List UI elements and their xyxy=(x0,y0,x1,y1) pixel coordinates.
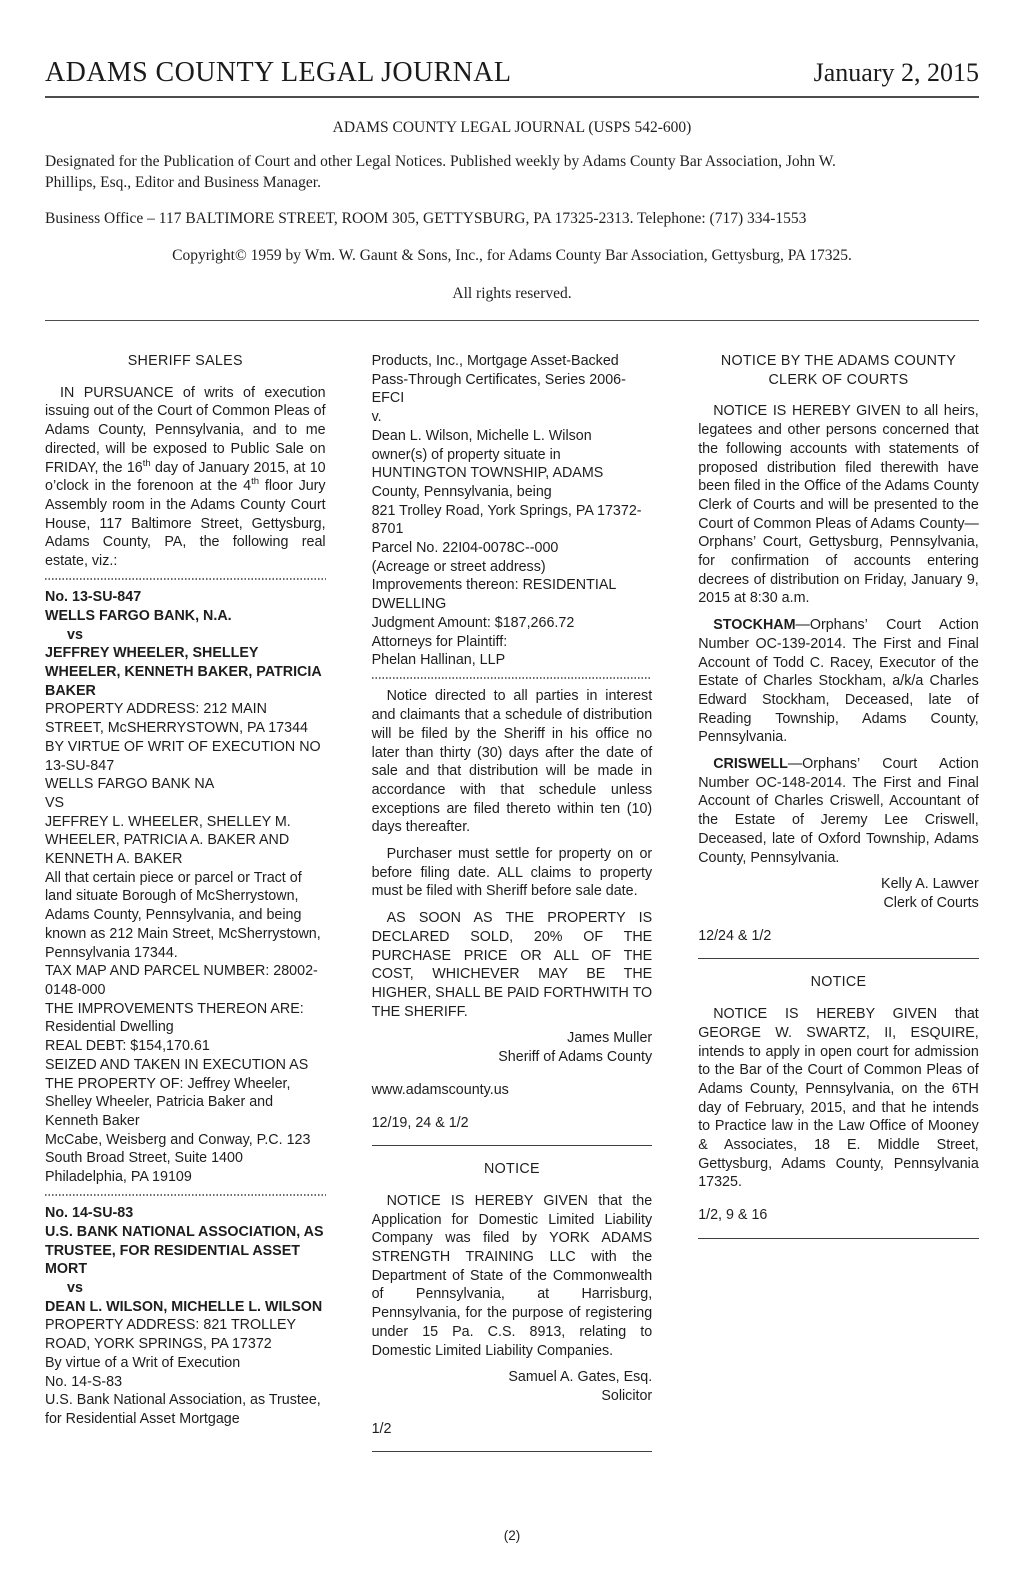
sheriff-sales-heading: SHERIFF SALES xyxy=(127,353,243,369)
county-website-text: www.adamscounty.us xyxy=(371,1081,509,1098)
text-line: Parcel No. 22I04-0078C--000 xyxy=(371,540,559,557)
llc-notice-body: NOTICE IS HEREBY GIVEN that the Application for Domestic Limited Liability Company was filed by YORK ADAMS STRENGTH TRAINING LLC with the Department of State of the Commonwealth of Pennsylvania, at Harrisburg, Pennsylvania, for the purpose of registering under 15 Pa. C.S. 8913, relating to Domestic Limited Liability Companies. xyxy=(371,1192,653,1359)
page-number: (2) xyxy=(503,1528,521,1543)
masthead-copyright-line: Copyright© 1959 by Wm. W. Gaunt & Sons, Inc., for Adams County Bar Association, Gettysburg, PA 17325. xyxy=(172,247,852,264)
dotted-separator xyxy=(372,677,653,680)
signature-name: James Muller xyxy=(567,1030,653,1047)
case-defendants: DEAN L. WILSON, MICHELLE L. WILSON xyxy=(45,1298,323,1315)
column-2 xyxy=(372,352,653,1466)
run-dates: 12/19, 24 & 1/2 xyxy=(371,1114,469,1131)
page-header xyxy=(0,0,1024,89)
section-rule xyxy=(372,1451,653,1452)
text-line: VS xyxy=(45,794,65,811)
case-vs-label: vs xyxy=(67,626,83,643)
case-vs-label: vs xyxy=(67,1280,83,1297)
signature-title: Sheriff of Adams County xyxy=(498,1049,653,1066)
distribution-schedule-paragraph: Notice directed to all parties in interest and claimants that a schedule of distribution will be filed by the Sheriff in his office no later than thirty (30) days after the date of sale and that distribution will be made in accordance with that schedule unless exceptions are filed thereto within ten (10) days thereafter. xyxy=(371,688,653,836)
section-rule xyxy=(372,1145,653,1146)
masthead xyxy=(0,98,1024,304)
sheriff-signature-block xyxy=(372,1029,653,1066)
column-1 xyxy=(45,352,326,1466)
text-line: Attorneys for Plaintiff: xyxy=(371,633,508,650)
text-line: No. 14-S-83 xyxy=(45,1373,123,1390)
account-text: —Orphans’ Court Action Number OC-139-2014. The First and Final Account of Todd C. Racey, Executor of the Estate of Charles Stockham, a/k/a Charles Edward Stockham, Deceased, late of Reading Township, Adams County, Pennsylvania. xyxy=(698,617,979,746)
masthead-business-line: Business Office – 117 BALTIMORE STREET, ROOM 305, GETTYSBURG, PA 17325-2313. Telephone: (717) 334-1553 xyxy=(45,210,807,227)
masthead-usps-line: ADAMS COUNTY LEGAL JOURNAL (USPS 542-600) xyxy=(332,119,692,136)
purchaser-settle-paragraph: Purchaser must settle for property on or before filing date. ALL claims to property must be filed with Sheriff before sale date. xyxy=(371,846,653,900)
text-line: Phelan Hallinan, LLP xyxy=(371,652,506,669)
text-line: By virtue of a Writ of Execution xyxy=(45,1354,241,1371)
clerk-notice-body: NOTICE IS HEREBY GIVEN to all heirs, legatees and other persons concerned that the following accounts with statements of proposed distribution filed therewith have been filed in the Office of the Adams County Clerk of Courts and will be presented to the Court of Common Pleas of Adams County—Orphans’ Court, Gettysburg, Pennsylvania, for confirmation of accounts entering decrees of distribution on Friday, January 9, 2015 at 8:30 a.m. xyxy=(698,403,979,607)
solicitor-signature-block xyxy=(372,1368,653,1405)
bar-admission-body: NOTICE IS HEREBY GIVEN that GEORGE W. SWARTZ, II, ESQUIRE, intends to apply in open court for admission to the Bar of the Court of Common Pleas of Adams County, Pennsylvania, on the 6TH day of February, 2015, and that he intends to Practice law in the Law Office of Mooney & Associates, 18 E. Middle Street, Gettysburg, Adams County, Pennsylvania 17325. xyxy=(698,1006,979,1191)
account-criswell xyxy=(698,755,979,867)
case-detail-lines xyxy=(45,1316,326,1428)
account-text: —Orphans’ Court Action Number OC-148-2014. The First and Final Account of Charles Criswell, Accountant of the Estate of Jeremy Lee Criswell, Deceased, late of Oxford Township, Adams County, Pennsylvania. xyxy=(698,756,979,866)
llc-notice-heading: NOTICE xyxy=(483,1161,540,1178)
section-rule xyxy=(698,958,979,959)
text-line: v. xyxy=(371,409,382,426)
masthead-rights-line: All rights reserved. xyxy=(452,285,572,302)
text-line: Products, Inc., Mortgage Asset-Backed Pass-Through Certificates, Series 2006-EFCI xyxy=(371,353,626,407)
text-line: 821 Trolley Road, York Springs, PA 17372-8701 xyxy=(371,502,642,538)
run-dates: 1/2 xyxy=(371,1420,392,1437)
bar-admission-heading: NOTICE xyxy=(810,974,867,991)
case-plaintiff: WELLS FARGO BANK, N.A. xyxy=(45,607,232,624)
text-line: THE IMPROVEMENTS THEREON ARE: Residential Dwelling xyxy=(45,1000,304,1036)
case-detail-lines xyxy=(45,700,326,1186)
case-plaintiff: U.S. BANK NATIONAL ASSOCIATION, AS TRUSTEE, FOR RESIDENTIAL ASSET MORT xyxy=(45,1223,324,1278)
sale-case-14-su-83 xyxy=(45,1204,326,1428)
text-line: PROPERTY ADDRESS: 212 MAIN STREET, McSHERRYSTOWN, PA 17344 xyxy=(45,701,308,737)
case-number: No. 13-SU-847 xyxy=(45,589,142,606)
section-rule xyxy=(698,1238,979,1239)
case-14-su-83-continued-lines xyxy=(372,352,653,670)
text-line: Improvements thereon: RESIDENTIAL DWELLING xyxy=(371,577,616,613)
run-dates: 1/2, 9 & 16 xyxy=(698,1207,768,1224)
account-name: CRISWELL xyxy=(713,756,788,773)
ordinal-superscript: th xyxy=(251,476,260,488)
text-line: SEIZED AND TAKEN IN EXECUTION AS THE PROPERTY OF: Jeffrey Wheeler, Shelley Wheeler, Patricia Baker and Kenneth Baker xyxy=(45,1056,309,1129)
dotted-separator xyxy=(45,1194,326,1197)
text-line: McCabe, Weisberg and Conway, P.C. 123 South Broad Street, Suite 1400 Philadelphia, PA 19109 xyxy=(45,1131,311,1186)
text-line: Judgment Amount: $187,266.72 xyxy=(371,614,575,631)
text-line: TAX MAP AND PARCEL NUMBER: 28002-0148-000 xyxy=(45,963,318,998)
signature-title: Clerk of Courts xyxy=(883,894,979,911)
dotted-separator xyxy=(45,578,326,581)
case-defendants: JEFFREY WHEELER, SHELLEY WHEELER, KENNETH BAKER, PATRICIA BAKER xyxy=(45,645,322,699)
signature-name: Kelly A. Lawver xyxy=(881,876,979,893)
text-line: JEFFREY L. WHEELER, SHELLEY M. WHEELER, PATRICIA A. BAKER AND KENNETH A. BAKER xyxy=(45,813,291,868)
text-line: (Acreage or street address) xyxy=(371,558,546,575)
text-line: U.S. Bank National Association, as Trustee, for Residential Asset Mortgage xyxy=(45,1392,321,1427)
sale-case-13-su-847 xyxy=(45,588,326,1187)
intro-text-part: IN PURSUANCE of writs of execution issuing out of the Court of Common Pleas of Adams County, Pennsylvania, and to me directed, will be exposed to Public Sale on FRIDAY, the 16 xyxy=(45,384,326,476)
journal-title: ADAMS COUNTY LEGAL JOURNAL xyxy=(45,57,512,88)
text-line: PROPERTY ADDRESS: 821 TROLLEY ROAD, YORK SPRINGS, PA 17372 xyxy=(45,1317,296,1353)
text-line: WELLS FARGO BANK NA xyxy=(45,776,215,793)
sheriff-sales-intro xyxy=(45,384,326,571)
clerk-signature-block xyxy=(698,875,979,912)
intro-text-part: day of January 2015, at 10 o’clock in the forenoon at the 4 xyxy=(45,459,326,495)
run-dates: 12/24 & 1/2 xyxy=(698,927,772,944)
text-line: REAL DEBT: $154,170.61 xyxy=(45,1038,210,1055)
text-line: HUNTINGTON TOWNSHIP, ADAMS County, Pennsylvania, being xyxy=(371,465,604,500)
clerk-notice-heading: NOTICE BY THE ADAMS COUNTY CLERK OF COURTS xyxy=(720,353,957,388)
page-footer xyxy=(0,1528,1024,1543)
account-name: STOCKHAM xyxy=(713,617,796,634)
notice-columns xyxy=(0,321,1024,1466)
intro-text-part: floor Jury Assembly room in the Adams County Court House, 117 Baltimore Street, Gettysburg, Adams County, PA, the following real estate, viz.: xyxy=(45,478,326,570)
masthead-designated-line: Designated for the Publication of Court and other Legal Notices. Published weekly by Adams County Bar Association, John W. Phillips, Esq., Editor and Business Manager. xyxy=(45,153,836,191)
account-stockham xyxy=(698,616,979,747)
text-line: owner(s) of property situate in xyxy=(371,446,561,463)
ordinal-superscript: th xyxy=(142,457,151,469)
text-line: BY VIRTUE OF WRIT OF EXECUTION NO 13-SU-847 xyxy=(45,738,321,774)
text-line: Dean L. Wilson, Michelle L. Wilson xyxy=(371,427,592,444)
issue-date: January 2, 2015 xyxy=(813,58,979,87)
text-line: All that certain piece or parcel or Tract of land situate Borough of McSherrystown, Adams County, Pennsylvania, and being known as 212 Main Street, McSherrystown, Pennsylvania 17344. xyxy=(45,869,321,961)
case-number: No. 14-SU-83 xyxy=(45,1205,134,1222)
signature-title: Solicitor xyxy=(601,1387,653,1404)
property-sold-paragraph: AS SOON AS THE PROPERTY IS DECLARED SOLD, 20% OF THE PURCHASE PRICE OR ALL OF THE COST, WHICHEVER MAY BE THE HIGHER, SHALL BE PAID FORTHWITH TO THE SHERIFF. xyxy=(371,910,653,1020)
column-3 xyxy=(698,352,979,1466)
signature-name: Samuel A. Gates, Esq. xyxy=(508,1369,653,1386)
